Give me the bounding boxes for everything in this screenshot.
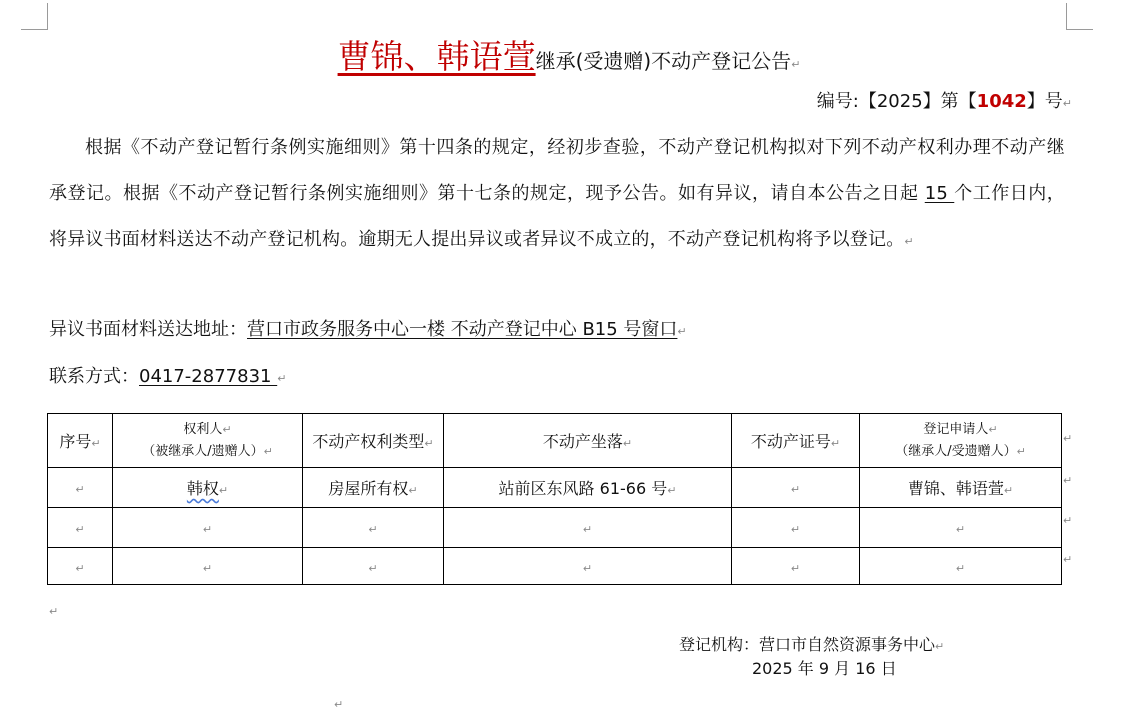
- contact-label: 联系方式：: [49, 366, 139, 387]
- header-applicant: 登记申请人↵ （继承人/受遗赠人）↵: [860, 414, 1062, 468]
- paragraph-mark-icon: ↵: [1062, 97, 1072, 110]
- cell-location: ↵: [444, 508, 732, 548]
- announcement-date: 2025 年 9 月 16 日: [752, 659, 897, 678]
- address-label: 异议书面材料送达地址：: [49, 319, 247, 340]
- header-seq: 序号↵: [48, 414, 113, 468]
- authority-value: 营口市自然资源事务中心: [759, 635, 936, 654]
- cell-applicant: 曹锦、韩语萱↵: [860, 468, 1062, 508]
- paragraph-mark-icon: ↵: [49, 605, 59, 618]
- paragraph-mark-icon: ↵: [1063, 514, 1073, 527]
- registration-authority: [679, 632, 944, 655]
- cell-right-type: ↵: [303, 508, 444, 548]
- address-line: [49, 315, 687, 341]
- docno-prefix: 编号:【: [816, 91, 877, 112]
- cell-cert-no: ↵: [732, 548, 860, 585]
- paragraph-mark-icon: ↵: [277, 372, 287, 385]
- cell-holder: ↵: [113, 508, 303, 548]
- docno-year: 2025: [876, 91, 923, 112]
- notice-paragraph: [49, 125, 1065, 265]
- paragraph-mark-icon: ↵: [677, 325, 687, 338]
- table-header-row: [48, 414, 1062, 468]
- paragraph-mark-icon: ↵: [1063, 474, 1073, 487]
- header-right-type: 不动产权利类型↵: [303, 414, 444, 468]
- contact-value: 0417-2877831: [139, 366, 278, 387]
- paragraph-mark-icon: ↵: [791, 58, 801, 71]
- registration-table: [47, 413, 1062, 585]
- objection-days: 15: [924, 183, 955, 204]
- paragraph-mark-icon: ↵: [935, 640, 945, 653]
- cell-right-type: 房屋所有权↵: [303, 468, 444, 508]
- cell-applicant: ↵: [860, 548, 1062, 585]
- contact-line: [49, 362, 286, 388]
- header-holder: 权利人↵ （被继承人/遗赠人）↵: [113, 414, 303, 468]
- docno-middle: 】第【: [922, 91, 977, 112]
- paragraph-mark-icon: ↵: [1063, 432, 1073, 445]
- cell-holder: ↵: [113, 548, 303, 585]
- paragraph-text-part2: 个工作日内，将异议书面材料送达不动产登记机构。逾期无人提出异议或者异议不成立的，不动产登记机构将予以登记。: [49, 183, 1065, 250]
- cell-location: ↵: [444, 548, 732, 585]
- page-corner-top-right: [1066, 3, 1093, 30]
- table-row: [48, 508, 1062, 548]
- header-cert-no: 不动产证号↵: [732, 414, 860, 468]
- cell-cert-no: ↵: [732, 468, 860, 508]
- announcement-title: [0, 31, 1138, 78]
- document-number: [817, 87, 1072, 113]
- title-text: 继承(受遗赠)不动产登记公告: [535, 49, 792, 73]
- cell-seq: ↵: [48, 468, 113, 508]
- table-row: [48, 548, 1062, 585]
- cell-holder: 韩权↵: [113, 468, 303, 508]
- cell-cert-no: ↵: [732, 508, 860, 548]
- paragraph-mark-icon: ↵: [904, 235, 914, 248]
- paragraph-text-part1: 根据《不动产登记暂行条例实施细则》第十四条的规定，经初步查验，不动产登记机构拟对下列不动产权利办理不动产继承登记。根据《不动产登记暂行条例实施细则》第十七条的规定，现予公告。如有异议，请自本公告之日起: [49, 137, 1065, 204]
- cell-location: 站前区东风路 61-66 号↵: [444, 468, 732, 508]
- title-names: 曹锦、韩语萱: [337, 37, 536, 76]
- paragraph-mark-icon: ↵: [1063, 553, 1073, 566]
- table-row: [48, 468, 1062, 508]
- cell-right-type: ↵: [303, 548, 444, 585]
- cell-seq: ↵: [48, 508, 113, 548]
- cell-applicant: ↵: [860, 508, 1062, 548]
- docno-number: 1042: [976, 91, 1027, 112]
- paragraph-mark-icon: ↵: [334, 698, 344, 711]
- page-corner-top-left: [21, 3, 48, 30]
- authority-label: 登记机构：: [679, 635, 760, 654]
- docno-suffix: 】号: [1026, 91, 1063, 112]
- cell-seq: ↵: [48, 548, 113, 585]
- header-location: 不动产坐落↵: [444, 414, 732, 468]
- address-value: 营口市政务服务中心一楼 不动产登记中心 B15 号窗口: [247, 319, 678, 340]
